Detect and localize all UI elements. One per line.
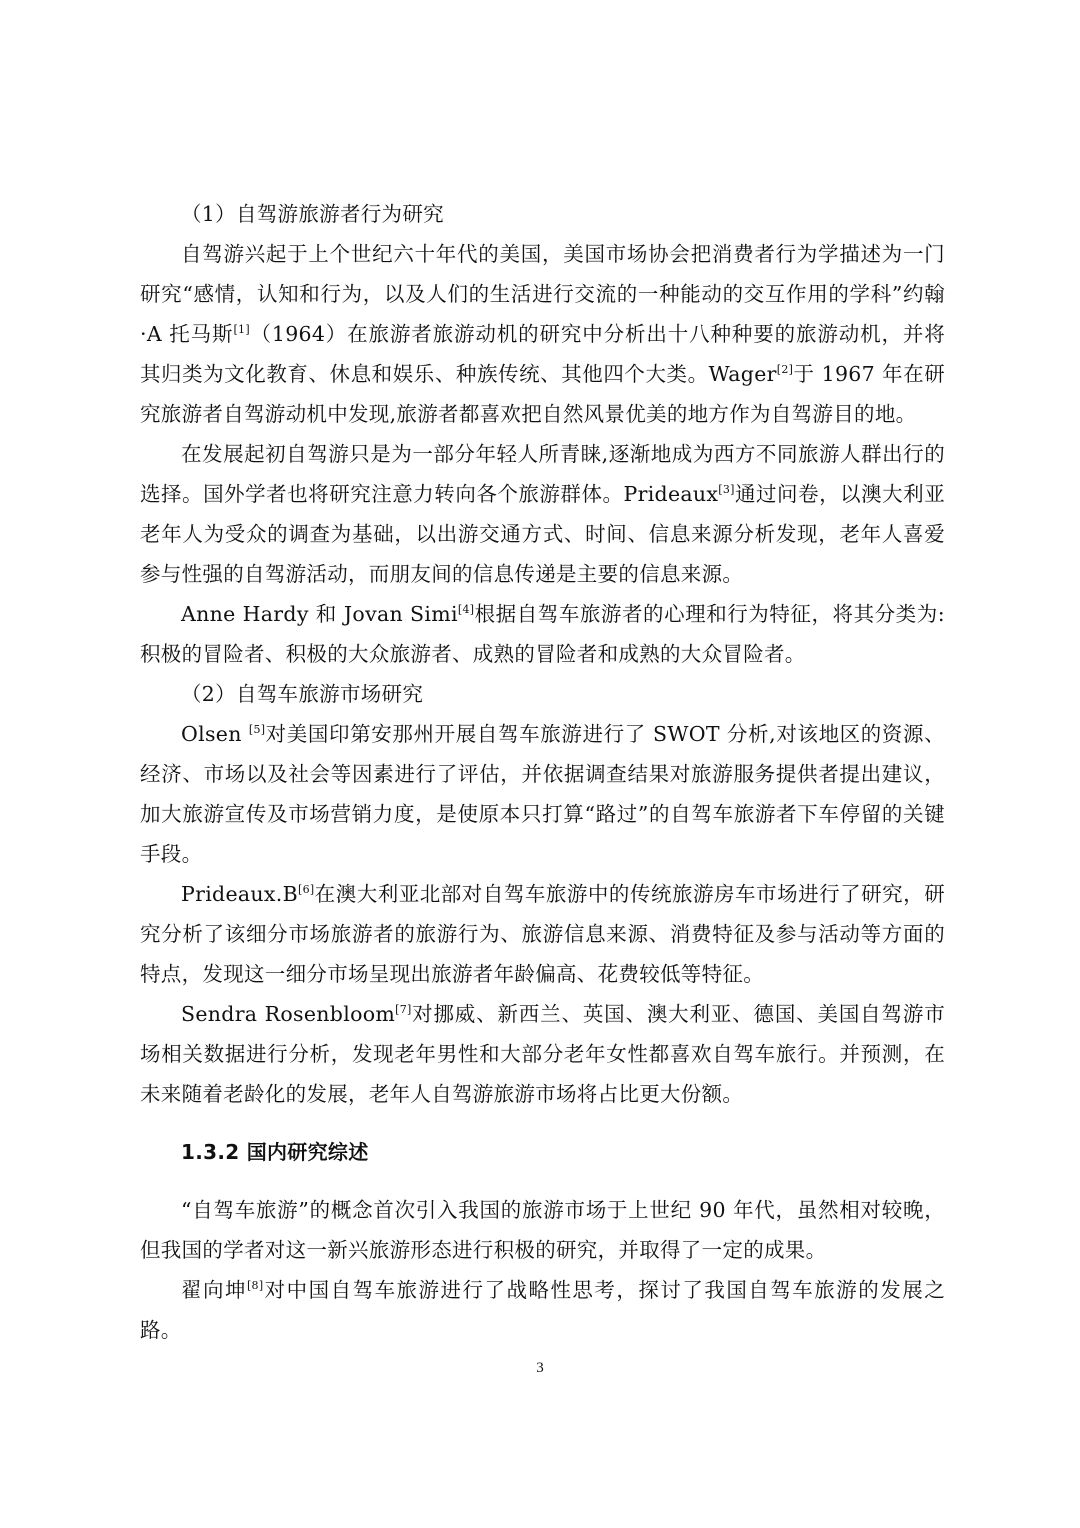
paragraph-2 <box>140 434 945 594</box>
paragraph-6 <box>140 994 945 1114</box>
subheading-1: （1）自驾游旅游者行为研究 <box>181 202 444 226</box>
paragraph-8 <box>140 1270 945 1350</box>
paragraph-6-text-a: Sendra Rosenbloom <box>181 1002 396 1026</box>
citation-5: [5] <box>248 723 266 736</box>
paragraph-3-text-a: Anne Hardy 和 Jovan Simi <box>181 602 458 626</box>
citation-2: [2] <box>776 363 794 376</box>
paragraph-2-text-b: 通过问卷，以澳大利亚老年人为受众的调查为基础，以出游交通方式、时间、信息来源分析发现，老年人喜爱参与性强的自驾游活动，而朋友间的信息传递是主要的信息来源。 <box>140 482 945 586</box>
paragraph-1-text-b: （1964）在旅游者旅游动机的研究中分析出十八种种要的旅游动机，并将其归类为文化教育、休息和娱乐、种族传统、其他四个大类。Wager <box>140 322 946 386</box>
paragraph-8-text-b: 对中国自驾车旅游进行了战略性思考，探讨了我国自驾车旅游的发展之路。 <box>140 1278 945 1342</box>
paragraph-4-text-a: Olsen <box>181 722 249 746</box>
paragraph-6-text-b: 对挪威、新西兰、英国、澳大利亚、德国、美国自驾游市场相关数据进行分析，发现老年男性和大部分老年女性都喜欢自驾车旅行。并预测，在未来随着老龄化的发展，老年人自驾游旅游市场将占比更大份额。 <box>140 1002 945 1106</box>
section-heading: 1.3.2 国内研究综述 <box>181 1140 369 1164</box>
citation-3: [3] <box>718 483 735 496</box>
citation-8: [8] <box>246 1279 264 1292</box>
subheading-2: （2）自驾车旅游市场研究 <box>181 682 424 706</box>
paragraph-1-text-a: 自驾游兴起于上个世纪六十年代的美国，美国市场协会把消费者行为学描述为一门研究“感情，认知和行为，以及人们的生活进行交流的一种能动的交互作用的学科”约翰·A 托马斯 <box>140 242 945 346</box>
paragraph-8-text-a: 翟向坤 <box>181 1278 247 1302</box>
paragraph-1-text-c: 于 1967 年在研究旅游者自驾游动机中发现,旅游者都喜欢把自然风景优美的地方作为自驾游目的地。 <box>140 362 945 426</box>
citation-1: [1] <box>233 323 250 336</box>
paragraph-5 <box>140 874 945 994</box>
citation-4: [4] <box>457 603 475 616</box>
paragraph-3-text-b: 根据自驾车旅游者的心理和行为特征，将其分类为:积极的冒险者、积极的大众旅游者、成熟的冒险者和成熟的大众冒险者。 <box>140 602 946 666</box>
paragraph-3 <box>140 594 945 674</box>
paragraph-1 <box>140 234 945 434</box>
paragraph-5-text-a: Prideaux.B <box>181 882 298 906</box>
paragraph-4-text-b: 对美国印第安那州开展自驾车旅游进行了 SWOT 分析,对该地区的资源、经济、市场以及社会等因素进行了评估，并依据调查结果对旅游服务提供者提出建议，加大旅游宣传及市场营销力度，是使原本只打算“路过”的自驾车旅游者下车停留的关键手段。 <box>140 722 945 866</box>
page-number: 3 <box>536 1360 544 1376</box>
paragraph-2-text-a: 在发展起初自驾游只是为一部分年轻人所青睐,逐渐地成为西方不同旅游人群出行的选择。国外学者也将研究注意力转向各个旅游群体。Prideaux <box>140 442 945 506</box>
citation-7: [7] <box>395 1003 412 1016</box>
paragraph-4 <box>140 714 945 874</box>
paragraph-7: “自驾车旅游”的概念首次引入我国的旅游市场于上世纪 90 年代，虽然相对较晚，但我国的学者对这一新兴旅游形态进行积极的研究，并取得了一定的成果。 <box>140 1198 945 1262</box>
body-text <box>140 194 945 1350</box>
citation-6: [6] <box>297 883 315 896</box>
paragraph-5-text-b: 在澳大利亚北部对自驾车旅游中的传统旅游房车市场进行了研究，研究分析了该细分市场旅游者的旅游行为、旅游信息来源、消费特征及参与活动等方面的特点，发现这一细分市场呈现出旅游者年龄偏高、花费较低等特征。 <box>140 882 945 986</box>
